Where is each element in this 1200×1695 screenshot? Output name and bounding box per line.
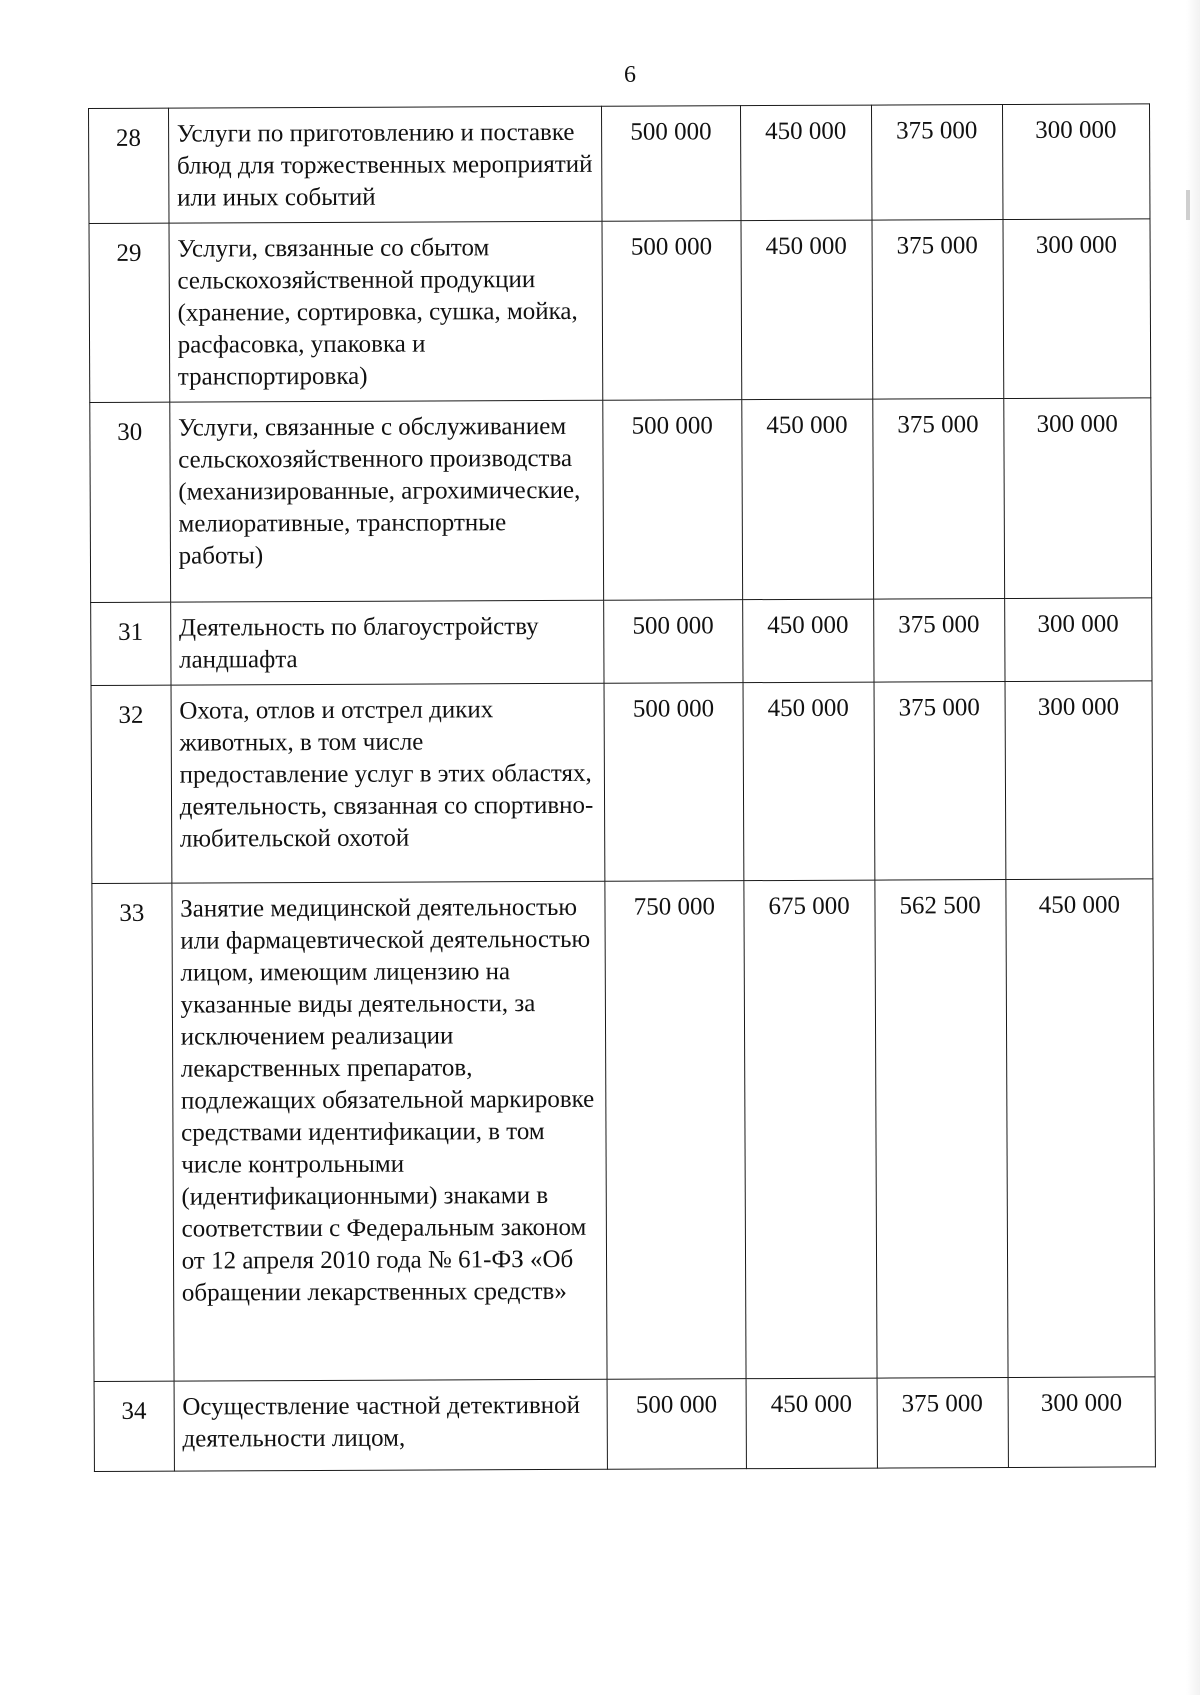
row-value-1: 500 000 (607, 1379, 746, 1470)
row-number: 30 (90, 402, 171, 602)
row-value-3: 375 000 (874, 682, 1006, 881)
row-value-2: 450 000 (743, 682, 875, 881)
row-description: Деятельность по благоустройству ландшафта (170, 600, 604, 685)
row-description: Занятие медицинской деятельностью или фармацевтической деятельностью лицом, имеющим лицензию на указанные виды деятельности, за исключением реализации лекарственных препаратов, подлежащих обязательной маркировке средствами идентификации, в том числе контрольными (идентификационными) знаками в соответствии с Федеральным законом от 12 апреля 2010 года № 61-ФЗ «Об обращении лекарственных средств» (172, 881, 608, 1381)
row-value-2: 450 000 (741, 399, 873, 600)
row-value-3: 375 000 (872, 220, 1004, 400)
rates-table (88, 103, 1156, 1472)
page-number: 6 (624, 62, 636, 88)
table-row (89, 219, 1151, 403)
row-value-1: 500 000 (603, 400, 742, 601)
row-value-2: 675 000 (744, 880, 877, 1379)
row-value-1: 500 000 (604, 683, 743, 882)
row-value-4: 300 000 (1005, 681, 1153, 880)
row-number: 28 (89, 108, 169, 223)
row-value-3: 375 000 (873, 599, 1004, 683)
row-number: 34 (94, 1381, 174, 1471)
row-value-2: 450 000 (741, 220, 873, 400)
row-value-1: 750 000 (605, 881, 746, 1380)
row-value-4: 300 000 (1003, 398, 1151, 599)
row-description: Услуги, связанные с обслуживанием сельскохозяйственного производства (механизированные, агрохимические, мелиоративные, транспортные работы) (169, 400, 603, 602)
row-number: 33 (92, 883, 174, 1381)
row-value-1: 500 000 (602, 106, 741, 222)
row-value-2: 450 000 (746, 1378, 877, 1469)
row-value-2: 450 000 (742, 599, 873, 683)
scan-edge-artifact (1186, 0, 1200, 1695)
table-row (94, 1377, 1155, 1472)
table-row (91, 598, 1152, 686)
row-number: 32 (91, 685, 172, 883)
row-value-4: 300 000 (1003, 219, 1151, 399)
row-value-4: 300 000 (1004, 598, 1152, 682)
row-value-3: 562 500 (875, 880, 1008, 1379)
table-row (92, 879, 1155, 1382)
row-description: Услуги, связанные со сбытом сельскохозяйственной продукции (хранение, сортировка, сушка, мойка, расфасовка, упаковка и транспортировка) (169, 221, 603, 402)
row-description: Осуществление частной детективной деятельности лицом, (174, 1379, 608, 1471)
row-description: Услуги по приготовлению и поставке блюд для торжественных мероприятий или иных событий (168, 106, 602, 223)
row-value-4: 450 000 (1005, 879, 1155, 1378)
row-description: Охота, отлов и отстрел диких животных, в том числе предоставление услуг в этих областях, деятельность, связанная со спортивно-любительской охотой (171, 683, 605, 883)
row-value-4: 300 000 (1002, 104, 1150, 220)
row-value-1: 500 000 (604, 600, 743, 684)
row-value-2: 450 000 (740, 105, 871, 221)
row-number: 29 (89, 223, 169, 402)
row-number: 31 (91, 602, 171, 685)
row-value-1: 500 000 (602, 221, 741, 401)
scan-mark-artifact (1186, 190, 1190, 220)
row-value-3: 375 000 (872, 399, 1004, 600)
row-value-4: 300 000 (1008, 1377, 1156, 1468)
row-value-3: 375 000 (877, 1377, 1008, 1468)
table-row (91, 681, 1153, 884)
table-row (90, 398, 1152, 603)
table-row (89, 104, 1150, 224)
row-value-3: 375 000 (871, 105, 1002, 221)
